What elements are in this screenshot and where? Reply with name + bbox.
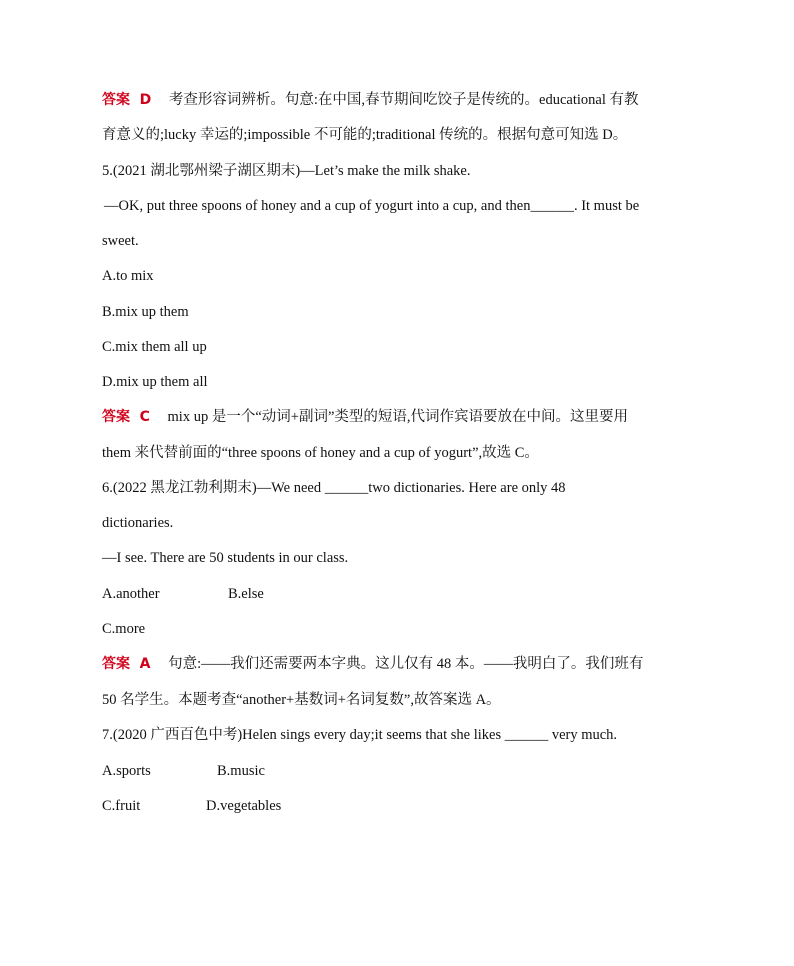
- q7-option-c: C.fruit: [102, 798, 141, 814]
- q7-option-d: D.vegetables: [206, 798, 282, 814]
- answer-label: 答案: [102, 409, 130, 425]
- q5-option-c: C.mix them all up: [102, 339, 207, 355]
- q5-explanation-line-2: them 来代替前面的“three spoons of honey and a cup of yogurt”,故选 C。: [102, 445, 539, 461]
- q4-answer-letter: D: [139, 92, 152, 108]
- q7-options-cd: [102, 796, 282, 816]
- q6-explanation-line-2: 50 名学生。本题考查“another+基数词+名词复数”,故答案选 A。: [102, 692, 501, 708]
- q7-option-b: B.music: [217, 763, 265, 779]
- q6-stem-3: —I see. There are 50 students in our class.: [102, 550, 349, 566]
- q6-answer-line: [102, 654, 643, 674]
- q6-option-a: A.another: [102, 586, 160, 602]
- q5-option-a: A.to mix: [102, 268, 154, 284]
- answer-label: 答案: [102, 656, 130, 672]
- q7-options-ab: [102, 761, 265, 781]
- q5-answer-line: [102, 407, 628, 427]
- q5-answer-letter: C: [139, 409, 150, 425]
- q6-stem-1: 6.(2022 黑龙江勃利期末)—We need ______two dictionaries. Here are only 48: [102, 480, 566, 496]
- q6-explanation-1: 句意:——我们还需要两本字典。这儿仅有 48 本。——我明白了。我们班有: [168, 656, 644, 672]
- q7-stem-1: 7.(2020 广西百色中考)Helen sings every day;it seems that she likes ______ very much.: [102, 727, 618, 743]
- q5-stem-1: 5.(2021 湖北鄂州梁子湖区期末)—Let’s make the milk shake.: [102, 163, 471, 179]
- q4-answer-line: [102, 90, 638, 110]
- q4-explanation-line-2: 育意义的;lucky 幸运的;impossible 不可能的;traditional 传统的。根据句意可知选 D。: [102, 127, 628, 143]
- q6-option-c: C.more: [102, 621, 146, 637]
- q6-options-ab: [102, 584, 264, 604]
- q5-explanation-1: mix up 是一个“动词+副词”类型的短语,代词作宾语要放在中间。这里要用: [167, 409, 629, 425]
- answer-label: 答案: [102, 92, 130, 108]
- q5-option-d: D.mix up them all: [102, 374, 208, 390]
- q7-option-a: A.sports: [102, 763, 151, 779]
- q5-stem-2: —OK, put three spoons of honey and a cup of yogurt into a cup, and then______. It must be: [104, 198, 640, 214]
- q5-option-b: B.mix up them: [102, 304, 189, 320]
- q6-answer-letter: A: [139, 656, 151, 672]
- q5-stem-3: sweet.: [102, 233, 139, 249]
- q6-option-b: B.else: [228, 586, 264, 602]
- q4-explanation-1: 考查形容词辨析。句意:在中国,春节期间吃饺子是传统的。educational 有教: [168, 92, 639, 108]
- q6-stem-2: dictionaries.: [102, 515, 174, 531]
